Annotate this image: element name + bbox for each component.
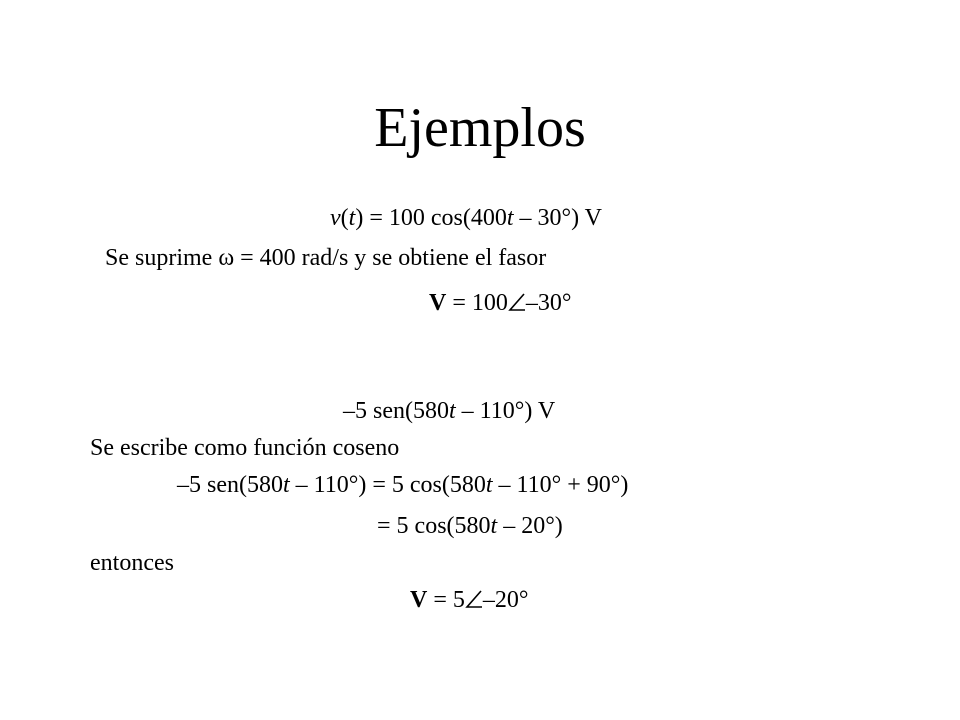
example1-function: v(t) = 100 cos(400t – 30°) V [330,205,603,231]
angle-icon [508,287,526,319]
angle-icon [465,584,483,616]
example1-phasor: V = 100 –30° [429,287,572,319]
example2-equation-2: = 5 cos(580t – 20°) [377,513,563,539]
example2-equation-1: –5 sen(580t – 110°) = 5 cos(580t – 110° + 90°) [177,472,629,498]
example2-function: –5 sen(580t – 110°) V [343,398,556,424]
example2-then: entonces [90,550,174,576]
example2-phasor: V = 5 –20° [410,584,529,616]
example2-description: Se escribe como función coseno [90,435,400,461]
slide-title: Ejemplos [374,97,586,159]
example1-description: Se suprime ω = 400 rad/s y se obtiene el fasor [105,245,547,271]
